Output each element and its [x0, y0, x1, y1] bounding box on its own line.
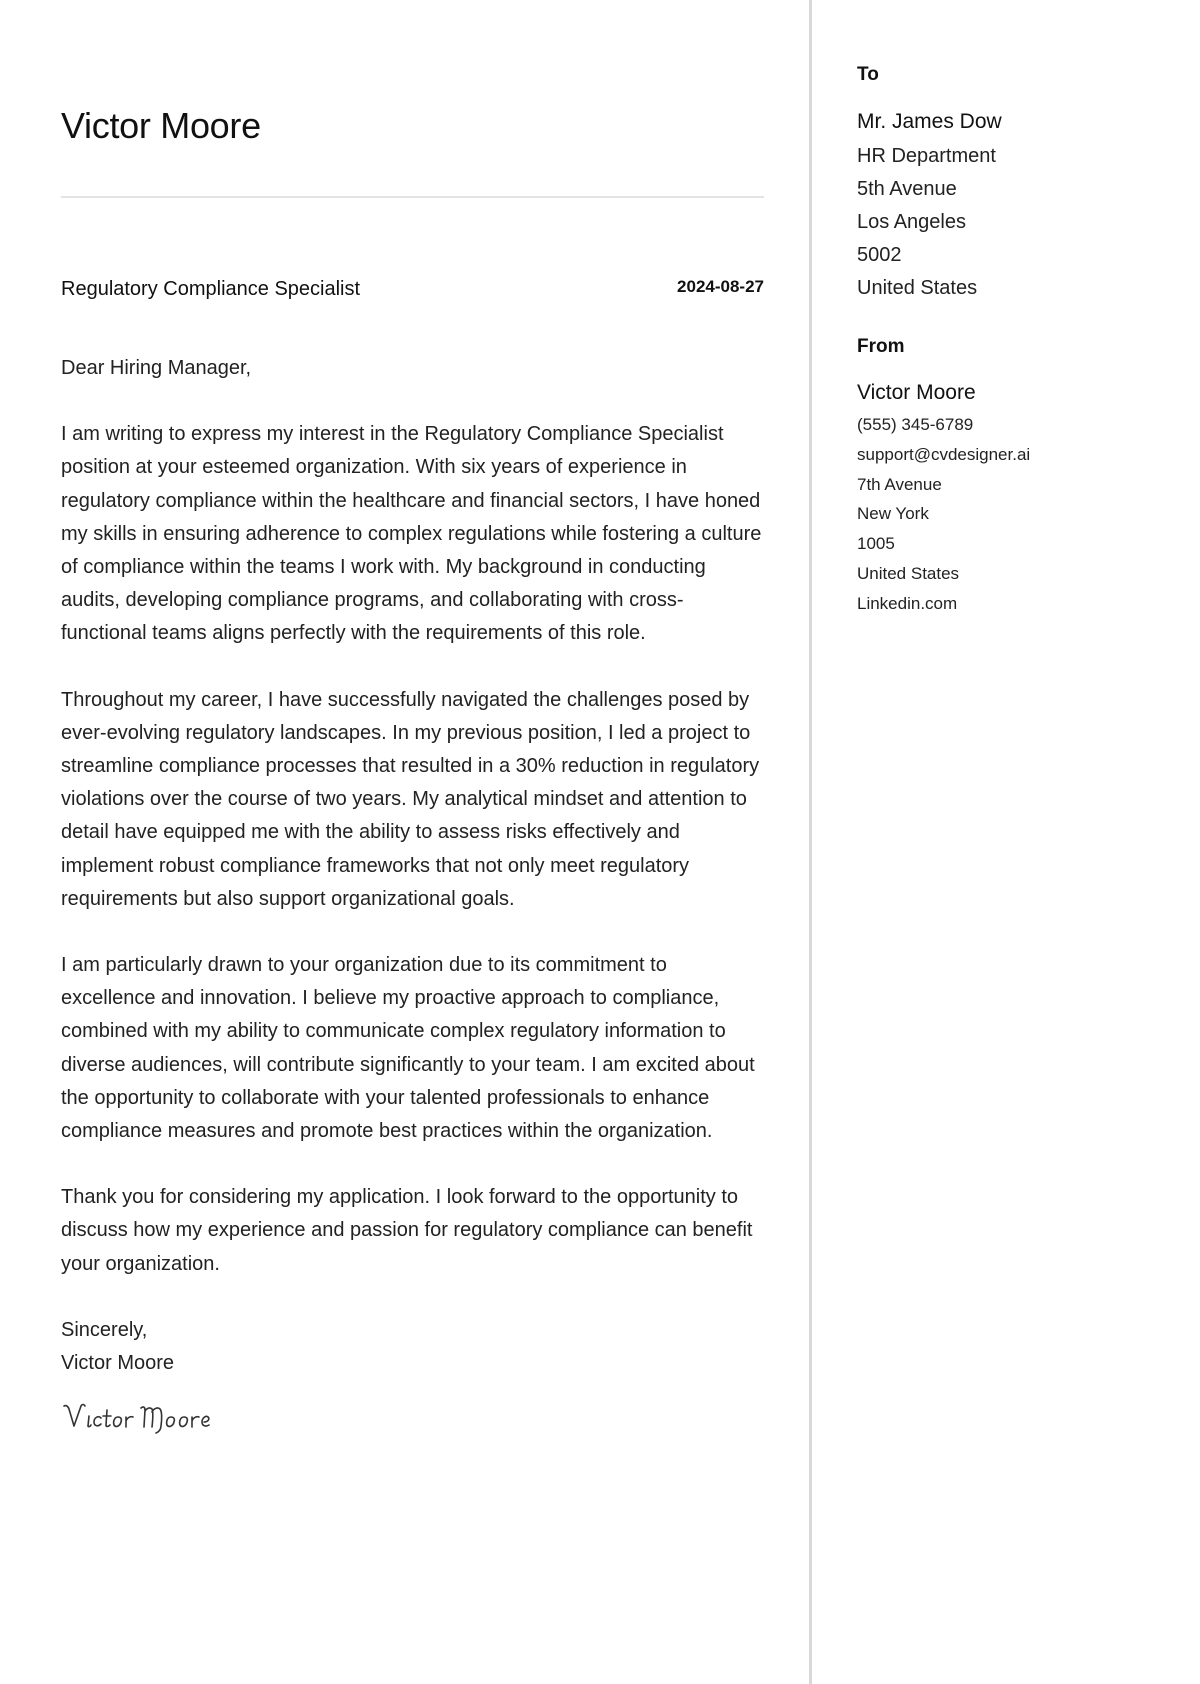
- recipient-name: Mr. James Dow: [857, 110, 1002, 133]
- sender-website: Linkedin.com: [857, 593, 958, 613]
- sender-street: 7th Avenue: [857, 474, 942, 494]
- body-paragraph: I am particularly drawn to your organization due to its commitment to excellence and innovation. I believe my proactive approach to compliance, combined with my ability to communicate complex regulatory information to diverse audiences, will contribute significantly to your team. I am excited about the opportunity to collaborate with your talented professionals to enhance compliance measures and promote best practices within the organization.: [61, 954, 755, 1143]
- recipient-city: Los Angeles: [857, 211, 966, 233]
- sender-city: New York: [857, 504, 929, 524]
- recipient-department: HR Department: [857, 145, 996, 167]
- signature-drawing: [61, 1394, 231, 1438]
- column-divider: [809, 0, 812, 1684]
- closing: Sincerely,: [61, 1318, 148, 1341]
- sender-phone: (555) 345-6789: [857, 415, 974, 434]
- sender-name: Victor Moore: [857, 381, 976, 404]
- salutation: Dear Hiring Manager,: [61, 357, 252, 379]
- body-paragraph: Thank you for considering my application. I look forward to the opportunity to discuss how my experience and passion for regulatory compliance can benefit your organization.: [61, 1186, 753, 1275]
- sender-country: United States: [857, 563, 960, 583]
- signoff-name: Victor Moore: [61, 1352, 175, 1375]
- body-paragraph: Throughout my career, I have successfully navigated the challenges posed by ever-evolving regulatory landscapes. In my previous position, I led a project to streamline compliance processes that resulted in a 30% reduction in regulatory violations over the course of two years. My analytical mindset and attention to detail have equipped me with the ability to assess risks effectively and implement robust compliance frameworks that not only meet regulatory requirements but also support organizational goals.: [61, 688, 760, 910]
- letter-date: 2024-08-27: [677, 277, 764, 296]
- sender-contact: [857, 410, 1030, 619]
- sender-postal: 1005: [857, 534, 895, 554]
- sender-email: support@cvdesigner.ai: [857, 444, 1031, 464]
- recipient-postal: 5002: [857, 244, 902, 266]
- body-paragraph: I am writing to express my interest in the Regulatory Compliance Specialist position at your esteemed organization. With six years of experience in regulatory compliance within the healthcare and financial sectors, I have honed my skills in ensuring adherence to complex regulations while fostering a culture of compliance within the teams I work with. My background in conducting audits, developing compliance programs, and collaborating with cross-functional teams aligns perfectly with the requirements of this role.: [61, 423, 762, 645]
- closing-block: [61, 1314, 764, 1380]
- letter-body: [61, 352, 764, 1438]
- applicant-name: Victor Moore: [61, 105, 261, 146]
- recipient-street: 5th Avenue: [857, 178, 957, 200]
- to-label: To: [857, 64, 879, 85]
- job-title: Regulatory Compliance Specialist: [61, 278, 361, 300]
- header-divider: [61, 196, 764, 198]
- recipient-address: [857, 140, 996, 305]
- recipient-country: United States: [857, 277, 978, 299]
- from-label: From: [857, 336, 905, 357]
- handwritten-signature: [61, 1394, 764, 1438]
